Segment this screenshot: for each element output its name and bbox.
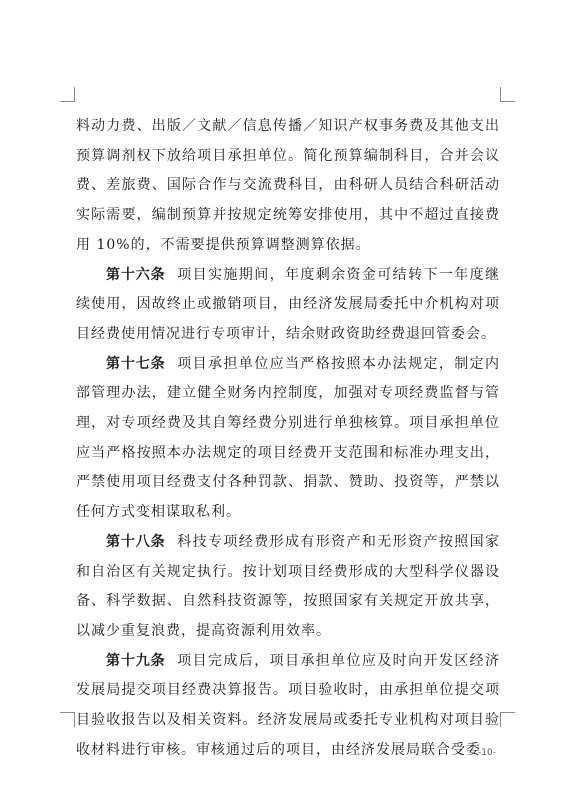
paragraph-text: 科技专项经费形成有形资产和无形资产按照国家和自治区有关规定执行。按计划项目经费形成的大型科学仪器设备、科学数据、自然科技资源等，按照国家有关规定开放共享，以减少重复浪费，提高资源利用效率。	[76, 533, 501, 639]
article-number: 第十九条	[106, 652, 166, 669]
paragraph-text: 项目完成后，项目承担单位应及时向开发区经济发展局提交项目经费决算报告。项目验收时，由承担单位提交项目验收报告以及相关资料。经济发展局或委托专业机构对项目验收材料进行审核。审核通过后的项目，由经济发展局联合受委	[76, 652, 501, 758]
article-19	[76, 647, 500, 766]
crop-mark-top-right	[500, 87, 515, 102]
paragraph-continued	[76, 112, 500, 261]
crop-mark-bottom-left	[60, 712, 75, 727]
article-17	[76, 350, 500, 528]
page-number: -10-	[478, 748, 496, 758]
article-18	[76, 528, 500, 647]
article-number: 第十六条	[106, 266, 166, 283]
document-body	[76, 112, 500, 765]
article-16	[76, 261, 500, 350]
crop-mark-bottom-right	[500, 712, 515, 727]
paragraph-text: 项目实施期间，年度剩余资金可结转下一年度继续使用，因故终止或撤销项目，由经济发展局委托中介机构对项目经费使用情况进行专项审计，结余财政资助经费退回管委会。	[76, 266, 501, 342]
article-number: 第十七条	[106, 355, 166, 372]
paragraph-text: 料动力费、出版／文献／信息传播／知识产权事务费及其他支出预算调剂权下放给项目承担单位。简化预算编制科目，合并会议费、差旅费、国际合作与交流费科目，由科研人员结合科研活动实际需要，编制预算并按规定统筹安排使用，其中不超过直接费用 10%的，不需要提供预算调整测算依据。	[76, 118, 500, 253]
crop-mark-top-left	[60, 87, 75, 102]
paragraph-text: 项目承担单位应当严格按照本办法规定，制定内部管理办法，建立健全财务内控制度，加强对专项经费监督与管理，对专项经费及其自筹经费分别进行单独核算。项目承担单位应当严格按照本办法规定的项目经费开支范围和标准办理支出，严禁使用项目经费支付各种罚款、捐款、赞助、投资等，严禁以任何方式变相谋取私利。	[76, 355, 501, 521]
article-number: 第十八条	[106, 533, 166, 550]
